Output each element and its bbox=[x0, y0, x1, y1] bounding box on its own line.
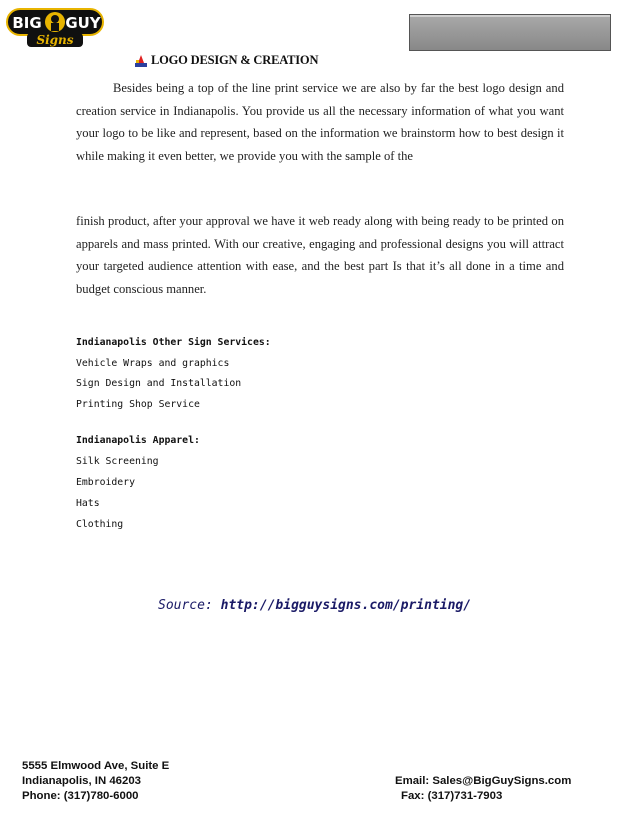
apparel-item: Hats bbox=[76, 498, 100, 509]
footer-address-line1: 5555 Elmwood Ave, Suite E bbox=[22, 760, 170, 772]
source-label: Source: bbox=[158, 598, 213, 613]
footer-fax: Fax: (317)731-7903 bbox=[401, 790, 503, 802]
service-item: Vehicle Wraps and graphics bbox=[76, 358, 230, 369]
source-link[interactable]: http://bigguysigns.com/printing/ bbox=[220, 598, 472, 613]
apparel-item: Clothing bbox=[76, 519, 124, 530]
service-item: Printing Shop Service bbox=[76, 399, 200, 410]
bullet-icon bbox=[135, 54, 147, 66]
svg-text:Signs: Signs bbox=[36, 33, 74, 47]
service-item: Sign Design and Installation bbox=[76, 378, 242, 389]
big-guy-signs-logo bbox=[5, 6, 105, 48]
footer-phone: Phone: (317)780-6000 bbox=[22, 790, 139, 802]
apparel-item: Silk Screening bbox=[76, 456, 159, 467]
svg-text:GUY: GUY bbox=[65, 14, 101, 32]
paragraph-continuation: finish product, after your approval we have it web ready along with being ready to be printed on apparels and mass printed. With our creative, engaging and professional designs you will attract your targeted audience attention with ease, and the best part Is that it’s all done in a time and budget conscious manner. bbox=[76, 214, 564, 296]
section-title: LOGO DESIGN & CREATION bbox=[151, 52, 319, 67]
svg-text:BIG: BIG bbox=[12, 14, 42, 32]
apparel-item: Embroidery bbox=[76, 477, 135, 488]
services-heading: Indianapolis Other Sign Services: bbox=[76, 337, 271, 348]
apparel-heading: Indianapolis Apparel: bbox=[76, 435, 200, 446]
header-bar bbox=[409, 14, 611, 51]
section-heading bbox=[135, 51, 318, 69]
footer-address-line2: Indianapolis, IN 46203 bbox=[22, 775, 142, 787]
paragraph-intro: Besides being a top of the line print service we are also by far the best logo design and creation service in Indianapolis. You provide us all the necessary information of what you want your logo to be like and represent, based on the information we brainstorm how to best design it while making it even better, we provide you with the sample of the bbox=[76, 81, 564, 163]
footer-email[interactable]: Email: Sales@BigGuySigns.com bbox=[395, 775, 572, 787]
source-line bbox=[158, 598, 471, 613]
